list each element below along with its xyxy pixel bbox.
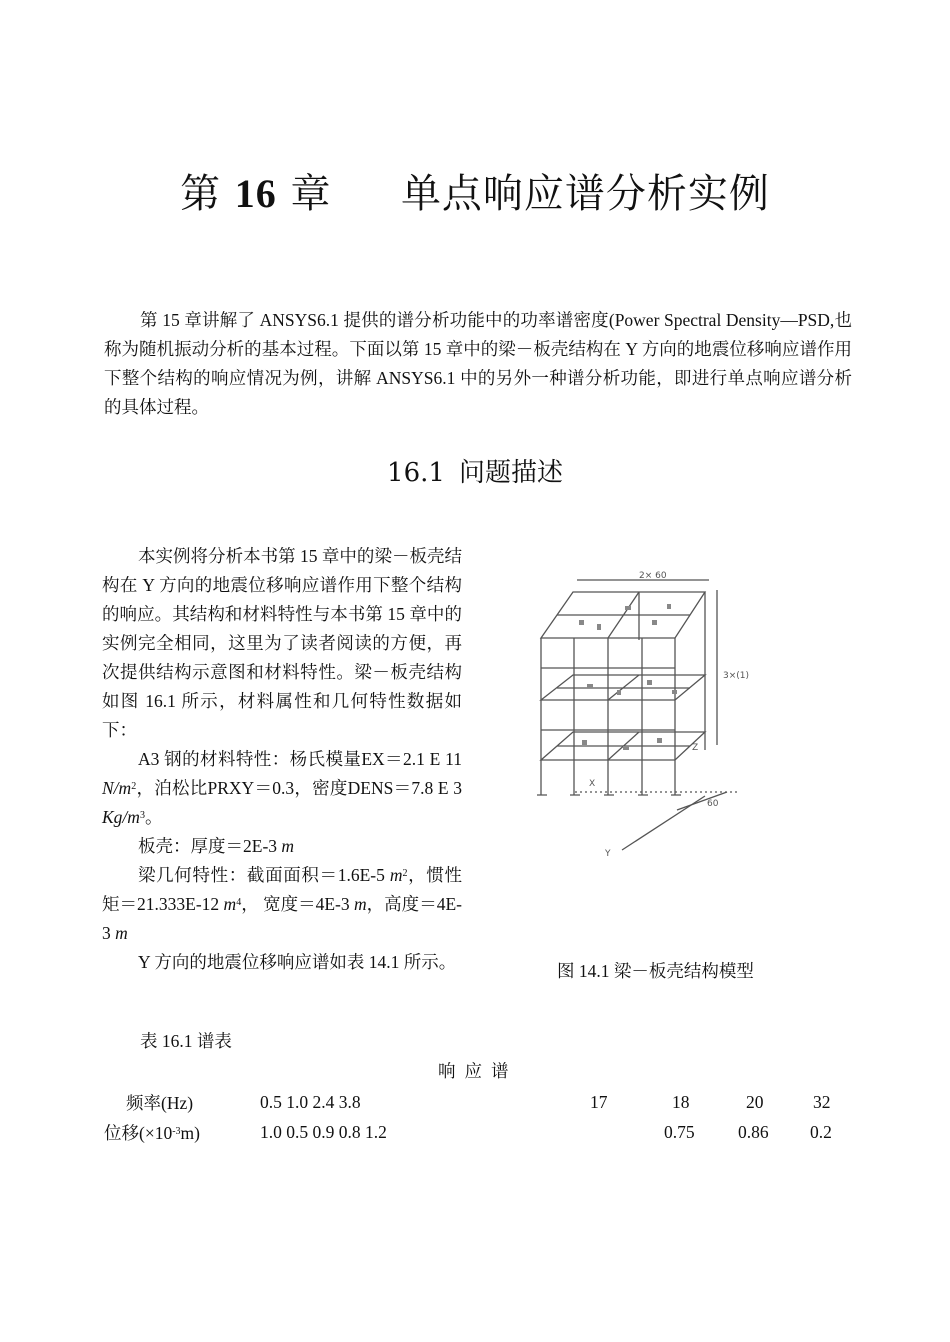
section-name: 问题描述 [458,458,563,488]
table-row1-value: 20 [746,1092,764,1112]
dim-height-label: 3×(1) [723,671,750,681]
figure-caption: 图 14.1 梁－板壳结构模型 [557,961,754,981]
chapter-name: 单点响应谱分析实例 [400,171,770,217]
shell-properties: 板壳：厚度＝2E-3 m [138,836,295,856]
table-row2-value: 0.75 [664,1122,695,1142]
body-column [102,542,462,977]
chapter-prefix: 第 [180,171,222,217]
table-label: 表 16.1 谱表 [140,1031,232,1051]
table-row2-value: 0.2 [810,1122,832,1142]
chapter-suffix: 章 [290,171,332,217]
chapter-title [0,162,950,219]
body-paragraph-1: 本实例将分析本书第 15 章中的梁－板壳结构在 Y 方向的地震位移响应谱作用下整个结构的响应。其结构和材料特性与本书第 15 章中的实例完全相同，这里为了读者阅读的方便，再次提供结构示意图和材料特性。梁－板壳结构如图 16.1 所示，材料属性和几何特性数据如下： [102,546,462,740]
table-row1-label: 频率(Hz) [126,1093,194,1113]
chapter-number: 16 [234,171,277,216]
intro-paragraph: 第 15 章讲解了 ANSYS6.1 提供的谱分析功能中的功率谱密度(Power Spectral Density—PSD,也称为随机振动分析的基本过程。下面以第 15 章中的梁－板壳结构在 Y 方向的地震位移响应谱作用下整个结构的响应情况为例，讲解 ANSYS6.1 中的另外一种谱分析功能，即进行单点响应谱分析的具体过程。 [104,310,852,417]
table-row1-group: 0.5 1.0 2.4 3.8 [260,1092,361,1112]
table-row2-value: 0.86 [738,1122,769,1142]
structure-figure [527,560,767,860]
beam-properties: 梁几何特性：截面面积＝1.6E-5 $m^2$，惯性矩＝21.333E-12 $m^4$， 宽度＝4E-3 m，高度＝4E-3 m [102,865,462,943]
dim-depth-label: 60 [707,799,719,809]
table-row1-value: 17 [590,1092,608,1112]
dim-top-label: 2× 60 [639,571,667,581]
intro-section [104,306,852,422]
axis-z-label: Z [692,743,699,753]
section-heading [0,452,950,489]
table-row1-value: 18 [672,1092,690,1112]
body-paragraph-5: Y 方向的地震位移响应谱如表 14.1 所示。 [138,952,457,972]
table-row1-value: 32 [813,1092,831,1112]
table-row2-group: 1.0 0.5 0.9 0.8 1.2 [260,1122,387,1142]
axis-y-label: Y [605,849,611,859]
table-row2-label: 位移$(\times 10^{-3}m)$ [104,1123,200,1143]
material-properties: A3 钢的材料特性：杨氏模量EX＝2.1 E 11 $N/m^2$，泊松比PRXY＝0.3，密度DENS＝7.8 E 3 $Kg/m^3$。 [102,749,462,827]
table-header: 响应谱 [438,1061,518,1081]
axis-x-label: X [589,779,596,789]
section-number: 16.1 [387,458,445,488]
